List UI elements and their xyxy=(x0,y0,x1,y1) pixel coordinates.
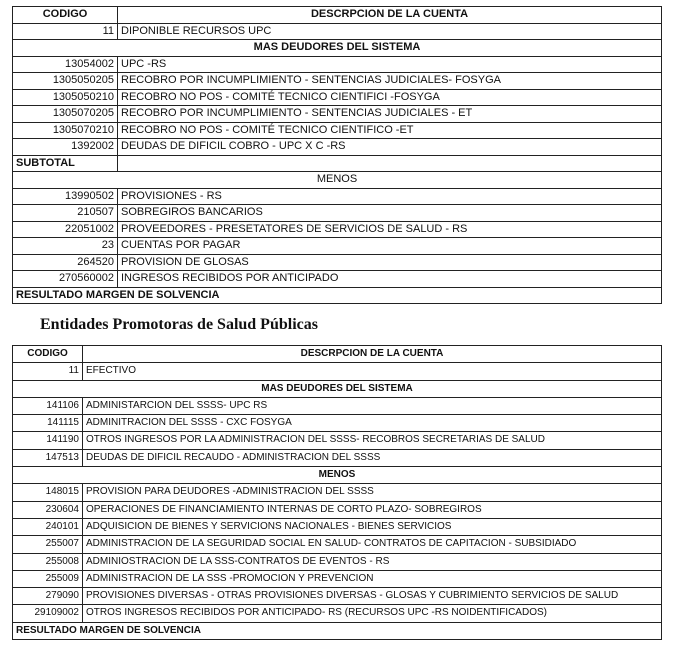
total-label: RESULTADO MARGEN DE SOLVENCIA xyxy=(13,622,662,639)
account-description: ADMINIOSTRACION DE LA SSS-CONTRATOS DE EVENTOS - RS xyxy=(83,553,662,570)
account-description: CUENTAS POR PAGAR xyxy=(118,238,662,255)
table-row xyxy=(13,122,662,139)
account-code: 255007 xyxy=(13,536,83,553)
header-description: DESCRPCION DE LA CUENTA xyxy=(83,346,662,363)
total-row xyxy=(13,287,662,304)
table-row xyxy=(13,205,662,222)
section-label: MAS DEUDORES DEL SISTEMA xyxy=(13,380,662,397)
account-code: 141115 xyxy=(13,415,83,432)
subtotal-value xyxy=(118,155,662,172)
account-description: PROVISIONES DIVERSAS - OTRAS PROVISIONES DIVERSAS - GLOSAS Y CUBRIMIENTO SERVICIOS DE SALUD xyxy=(83,588,662,605)
account-code: 255008 xyxy=(13,553,83,570)
account-code: 23 xyxy=(13,238,118,255)
section-label: MENOS xyxy=(13,172,662,189)
account-description: RECOBRO NO POS - COMITÉ TECNICO CIENTIFICO -ET xyxy=(118,122,662,139)
section-row xyxy=(13,467,662,484)
account-code: 1305050210 xyxy=(13,89,118,106)
account-code: 270560002 xyxy=(13,271,118,288)
account-code: 22051002 xyxy=(13,221,118,238)
table-row xyxy=(13,588,662,605)
table-row xyxy=(13,139,662,156)
account-description: PROVISIONES - RS xyxy=(118,188,662,205)
header-description: DESCRPCION DE LA CUENTA xyxy=(118,7,662,24)
account-code: 210507 xyxy=(13,205,118,222)
account-description: DEUDAS DE DIFICIL COBRO - UPC X C -RS xyxy=(118,139,662,156)
header-code: CODIGO xyxy=(13,7,118,24)
account-code: 279090 xyxy=(13,588,83,605)
account-code: 264520 xyxy=(13,254,118,271)
subtotal-row xyxy=(13,155,662,172)
section-label: MENOS xyxy=(13,467,662,484)
section-title: Entidades Promotoras de Salud Públicas xyxy=(40,316,318,333)
table-row xyxy=(13,570,662,587)
account-description: ADMINISTRACION DE LA SSS -PROMOCION Y PREVENCION xyxy=(83,570,662,587)
table-row xyxy=(13,188,662,205)
account-code: 1392002 xyxy=(13,139,118,156)
account-code: 1305070205 xyxy=(13,106,118,123)
table-row xyxy=(13,536,662,553)
account-code: 13054002 xyxy=(13,56,118,73)
table-row xyxy=(13,518,662,535)
account-code: 13990502 xyxy=(13,188,118,205)
account-code: 147513 xyxy=(13,449,83,466)
table-row xyxy=(13,56,662,73)
section-row xyxy=(13,380,662,397)
table-row xyxy=(13,89,662,106)
account-description: SOBREGIROS BANCARIOS xyxy=(118,205,662,222)
table-row xyxy=(13,501,662,518)
table-row xyxy=(13,23,662,40)
account-code: 240101 xyxy=(13,518,83,535)
table-header-row xyxy=(13,7,662,24)
table-row xyxy=(13,106,662,123)
table-row xyxy=(13,415,662,432)
table-row xyxy=(13,449,662,466)
account-code: 141190 xyxy=(13,432,83,449)
table-row xyxy=(13,605,662,622)
total-label: RESULTADO MARGEN DE SOLVENCIA xyxy=(13,287,662,304)
account-description: ADMINITRACION DEL SSSS - CXC FOSYGA xyxy=(83,415,662,432)
account-description: UPC -RS xyxy=(118,56,662,73)
table-row xyxy=(13,221,662,238)
account-description: PROVISION DE GLOSAS xyxy=(118,254,662,271)
account-description: EFECTIVO xyxy=(83,363,662,380)
account-description: ADMINISTRACION DE LA SEGURIDAD SOCIAL EN SALUD- CONTRATOS DE CAPITACION - SUBSIDIADO xyxy=(83,536,662,553)
total-row xyxy=(13,622,662,639)
section-label: MAS DEUDORES DEL SISTEMA xyxy=(13,40,662,57)
account-code: 148015 xyxy=(13,484,83,501)
header-code: CODIGO xyxy=(13,346,83,363)
table-row xyxy=(13,484,662,501)
account-description: OTROS INGRESOS POR LA ADMINISTRACION DEL SSSS- RECOBROS SECRETARIAS DE SALUD xyxy=(83,432,662,449)
table-row xyxy=(13,553,662,570)
table-row xyxy=(13,271,662,288)
account-code: 11 xyxy=(13,363,83,380)
table-row xyxy=(13,238,662,255)
solvency-table-private xyxy=(12,6,662,304)
account-description: ADQUISICION DE BIENES Y SERVICIONS NACIONALES - BIENES SERVICIOS xyxy=(83,518,662,535)
account-description: RECOBRO NO POS - COMITÉ TECNICO CIENTIFICI -FOSYGA xyxy=(118,89,662,106)
account-code: 29109002 xyxy=(13,605,83,622)
subtotal-label: SUBTOTAL xyxy=(13,155,118,172)
account-description: INGRESOS RECIBIDOS POR ANTICIPADO xyxy=(118,271,662,288)
account-description: RECOBRO POR INCUMPLIMIENTO - SENTENCIAS JUDICIALES - ET xyxy=(118,106,662,123)
account-description: DEUDAS DE DIFICIL RECAUDO - ADMINISTRACION DEL SSSS xyxy=(83,449,662,466)
table-row xyxy=(13,254,662,271)
account-description: ADMINISTARCION DEL SSSS- UPC RS xyxy=(83,397,662,414)
account-description: OTROS INGRESOS RECIBIDOS POR ANTICIPADO- RS (RECURSOS UPC -RS NOIDENTIFICADOS) xyxy=(83,605,662,622)
table-row xyxy=(13,73,662,90)
account-description: PROVISION PARA DEUDORES -ADMINISTRACION DEL SSSS xyxy=(83,484,662,501)
table-row xyxy=(13,432,662,449)
section-row xyxy=(13,172,662,189)
account-description: OPERACIONES DE FINANCIAMIENTO INTERNAS DE CORTO PLAZO- SOBREGIROS xyxy=(83,501,662,518)
account-code: 141106 xyxy=(13,397,83,414)
table-header-row xyxy=(13,346,662,363)
table-row xyxy=(13,397,662,414)
account-description: DIPONIBLE RECURSOS UPC xyxy=(118,23,662,40)
account-code: 1305050205 xyxy=(13,73,118,90)
account-code: 11 xyxy=(13,23,118,40)
table-row xyxy=(13,363,662,380)
solvency-table-public xyxy=(12,345,662,640)
account-code: 255009 xyxy=(13,570,83,587)
section-row xyxy=(13,40,662,57)
account-description: RECOBRO POR INCUMPLIMIENTO - SENTENCIAS JUDICIALES- FOSYGA xyxy=(118,73,662,90)
account-code: 1305070210 xyxy=(13,122,118,139)
account-description: PROVEEDORES - PRESETATORES DE SERVICIOS DE SALUD - RS xyxy=(118,221,662,238)
account-code: 230604 xyxy=(13,501,83,518)
